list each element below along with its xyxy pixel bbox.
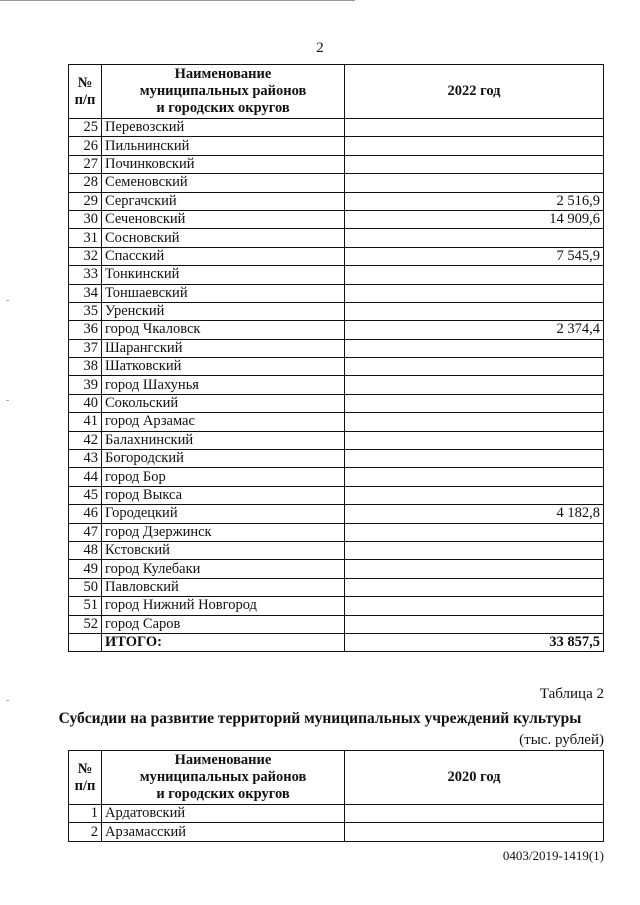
table-row: [69, 823, 604, 841]
table-header-row: [69, 65, 604, 119]
header-number: [69, 751, 102, 805]
row-value: [345, 615, 604, 633]
table-row: [69, 597, 604, 615]
row-value: [345, 823, 604, 841]
row-value: [345, 358, 604, 376]
table-row: [69, 302, 604, 320]
row-number: 39: [69, 376, 102, 394]
row-number: 52: [69, 615, 102, 633]
row-value: [345, 805, 604, 823]
row-name: город Шахунья: [102, 376, 345, 394]
row-value: [345, 597, 604, 615]
row-value: 7 545,9: [345, 247, 604, 265]
row-number: 26: [69, 137, 102, 155]
row-value: 2 374,4: [345, 321, 604, 339]
row-number: 36: [69, 321, 102, 339]
row-name: Балахнинский: [102, 431, 345, 449]
row-number: 37: [69, 339, 102, 357]
row-number: 29: [69, 192, 102, 210]
row-number: 41: [69, 413, 102, 431]
row-value: [345, 450, 604, 468]
row-name: город Бор: [102, 468, 345, 486]
row-value: 4 182,8: [345, 505, 604, 523]
row-number: 42: [69, 431, 102, 449]
row-name: город Чкаловск: [102, 321, 345, 339]
row-value: [345, 229, 604, 247]
total-row: [69, 633, 604, 651]
table-body: [69, 119, 604, 652]
row-number: 48: [69, 541, 102, 559]
margin-tick: [6, 700, 9, 701]
row-name: Сосновский: [102, 229, 345, 247]
table-row: [69, 523, 604, 541]
row-number: 25: [69, 119, 102, 137]
row-value: [345, 468, 604, 486]
table-row: [69, 413, 604, 431]
row-number: 31: [69, 229, 102, 247]
total-number: [69, 633, 102, 651]
row-number: 43: [69, 450, 102, 468]
row-value: [345, 413, 604, 431]
table-row: [69, 578, 604, 596]
row-name: Шарангский: [102, 339, 345, 357]
table-row: [69, 192, 604, 210]
row-name: Кстовский: [102, 541, 345, 559]
table-row: [69, 805, 604, 823]
header-year: 2022 год: [345, 65, 604, 119]
row-name: Арзамасский: [102, 823, 345, 841]
margin-tick: [6, 400, 9, 401]
table-row: [69, 174, 604, 192]
row-value: [345, 560, 604, 578]
table-row: [69, 284, 604, 302]
row-value: [345, 523, 604, 541]
row-value: [345, 266, 604, 284]
table-body: [69, 805, 604, 842]
row-number: 27: [69, 155, 102, 173]
table-row: [69, 505, 604, 523]
row-number: 34: [69, 284, 102, 302]
subsidy-table-2022: [68, 64, 604, 652]
header-name: [102, 751, 345, 805]
row-name: Уренский: [102, 302, 345, 320]
row-value: [345, 119, 604, 137]
table-row: [69, 210, 604, 228]
table-row: [69, 486, 604, 504]
row-name: город Кулебаки: [102, 560, 345, 578]
margin-tick: [6, 300, 9, 301]
page-number: 2: [316, 40, 324, 56]
row-name: Спасский: [102, 247, 345, 265]
row-value: [345, 486, 604, 504]
row-number: 47: [69, 523, 102, 541]
table-row: [69, 615, 604, 633]
row-name: город Арзамас: [102, 413, 345, 431]
document-code: 0403/2019-1419(1): [502, 848, 604, 863]
row-name: город Дзержинск: [102, 523, 345, 541]
table-label: Таблица 2: [539, 686, 604, 702]
row-value: [345, 174, 604, 192]
row-number: 45: [69, 486, 102, 504]
row-name: город Выкса: [102, 486, 345, 504]
row-name: Сеченовский: [102, 210, 345, 228]
row-number: 2: [69, 823, 102, 841]
row-number: 33: [69, 266, 102, 284]
table-row: [69, 339, 604, 357]
row-value: [345, 541, 604, 559]
row-number: 35: [69, 302, 102, 320]
row-number: 30: [69, 210, 102, 228]
table-row: [69, 229, 604, 247]
row-value: [345, 431, 604, 449]
row-name: Тоншаевский: [102, 284, 345, 302]
row-number: 28: [69, 174, 102, 192]
table-row: [69, 468, 604, 486]
row-name: Сокольский: [102, 394, 345, 412]
row-number: 1: [69, 805, 102, 823]
subsidy-table-2020: [68, 750, 604, 842]
row-value: [345, 302, 604, 320]
row-value: [345, 394, 604, 412]
scan-edge-line: [0, 0, 355, 1]
table-row: [69, 137, 604, 155]
row-name: Перевозский: [102, 119, 345, 137]
row-name: Городецкий: [102, 505, 345, 523]
row-name: Павловский: [102, 578, 345, 596]
header-name-text: Наименование муниципальных районов и городских округов: [139, 66, 307, 116]
header-year: 2020 год: [345, 751, 604, 805]
row-number: 51: [69, 597, 102, 615]
row-name: Богородский: [102, 450, 345, 468]
total-value: 33 857,5: [345, 633, 604, 651]
table-row: [69, 431, 604, 449]
row-value: 14 909,6: [345, 210, 604, 228]
header-name-text: Наименование муниципальных районов и городских округов: [139, 752, 307, 802]
row-value: [345, 578, 604, 596]
header-number: [69, 65, 102, 119]
row-name: Починковский: [102, 155, 345, 173]
row-name: Шатковский: [102, 358, 345, 376]
table-row: [69, 155, 604, 173]
row-number: 38: [69, 358, 102, 376]
row-name: город Саров: [102, 615, 345, 633]
table-row: [69, 541, 604, 559]
row-number: 50: [69, 578, 102, 596]
table-row: [69, 376, 604, 394]
table-row: [69, 358, 604, 376]
table-row: [69, 119, 604, 137]
row-name: Ардатовский: [102, 805, 345, 823]
row-number: 32: [69, 247, 102, 265]
row-value: [345, 155, 604, 173]
row-value: [345, 376, 604, 394]
row-number: 49: [69, 560, 102, 578]
row-name: город Нижний Новгород: [102, 597, 345, 615]
total-label: ИТОГО:: [102, 633, 345, 651]
row-number: 46: [69, 505, 102, 523]
unit-note: (тыс. рублей): [519, 732, 604, 748]
table-row: [69, 560, 604, 578]
row-value: [345, 137, 604, 155]
row-name: Семеновский: [102, 174, 345, 192]
table-row: [69, 266, 604, 284]
row-value: [345, 284, 604, 302]
row-name: Пильнинский: [102, 137, 345, 155]
table-title: Субсидии на развитие территорий муниципальных учреждений культуры: [58, 710, 582, 727]
header-number-text: № п/п: [74, 74, 96, 108]
table-row: [69, 450, 604, 468]
table-header-row: [69, 751, 604, 805]
header-name: [102, 65, 345, 119]
header-number-text: № п/п: [74, 760, 96, 794]
row-value: [345, 339, 604, 357]
table-row: [69, 321, 604, 339]
row-name: Тонкинский: [102, 266, 345, 284]
row-number: 44: [69, 468, 102, 486]
table-row: [69, 247, 604, 265]
table-row: [69, 394, 604, 412]
row-name: Сергачский: [102, 192, 345, 210]
row-number: 40: [69, 394, 102, 412]
row-value: 2 516,9: [345, 192, 604, 210]
